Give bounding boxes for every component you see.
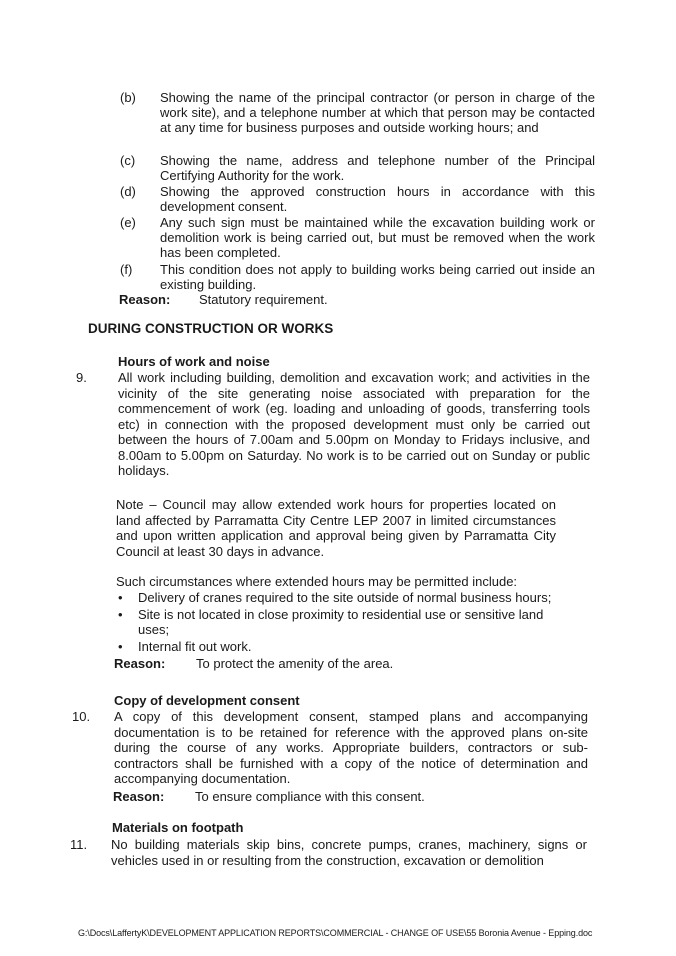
sub-item-text: Showing the name of the principal contractor (or person in charge of the work site), and a telephone number at which that person may be contacted at any time for business purposes and outside working hours; and xyxy=(160,90,595,135)
sub-item-marker: (e) xyxy=(120,215,136,230)
reason-label: Reason: xyxy=(114,656,166,671)
sub-item-text: Showing the approved construction hours in accordance with this development consent. xyxy=(160,184,595,214)
condition-title: Materials on footpath xyxy=(112,820,244,835)
condition-number: 10. xyxy=(72,709,91,724)
sub-item-b xyxy=(120,90,595,135)
condition-body: All work including building, demolition and excavation work; and activities in the vicinity of the site generating noise associated with preparation for the commencement of work (eg. loading and unloading of goods, transferring tools etc) in connection with the proposed development must only be carried out between the hours of 7.00am and 5.00pm on Monday to Fridays inclusive, and 8.00am to 5.00pm on Saturday. No work is to be carried out on Sunday or public holidays. xyxy=(118,370,590,478)
bullet-dot: • xyxy=(118,607,123,622)
bullet-text: Delivery of cranes required to the site outside of normal business hours; xyxy=(138,590,552,605)
bullet-text: Site is not located in close proximity to residential use or sensitive land uses; xyxy=(138,607,544,637)
sub-item-text: Any such sign must be maintained while the excavation building work or demolition work is being carried out, but must be removed when the work has been completed. xyxy=(160,215,595,260)
condition-title: Copy of development consent xyxy=(114,693,300,708)
sub-item-text: This condition does not apply to building works being carried out inside an existing building. xyxy=(160,262,595,292)
reason-line xyxy=(114,656,393,671)
document-footer-path: G:\Docs\LaffertyK\DEVELOPMENT APPLICATION REPORTS\COMMERCIAL - CHANGE OF USE\55 Boronia Avenue - Epping.doc xyxy=(78,928,593,938)
reason-line xyxy=(113,789,425,804)
condition-number: 11. xyxy=(70,837,88,852)
reason-text: To ensure compliance with this consent. xyxy=(195,789,425,804)
sub-item-d xyxy=(120,184,595,214)
sub-item-text: Showing the name, address and telephone number of the Principal Certifying Authority for the work. xyxy=(160,153,595,183)
bullet-dot: • xyxy=(118,590,123,605)
sub-item-f xyxy=(120,262,595,292)
reason-label: Reason: xyxy=(113,789,165,804)
condition-note: Note – Council may allow extended work hours for properties located on land affected by Parramatta City Centre LEP 2007 in limited circumstances and upon written application and approval being given by Parramatta City Council at least 30 days in advance. xyxy=(116,497,556,559)
circumstances-intro: Such circumstances where extended hours may be permitted include: xyxy=(116,574,518,589)
reason-text: Statutory requirement. xyxy=(199,292,328,307)
bullet-dot: • xyxy=(118,639,123,654)
condition-body: No building materials skip bins, concrete pumps, cranes, machinery, signs or vehicles used in or resulting from the construction, excavation or demolition xyxy=(111,837,587,868)
reason-label: Reason: xyxy=(119,292,171,307)
bullet-text: Internal fit out work. xyxy=(138,639,252,654)
section-heading: DURING CONSTRUCTION OR WORKS xyxy=(88,321,334,336)
reason-text: To protect the amenity of the area. xyxy=(196,656,394,671)
sub-item-marker: (d) xyxy=(120,184,136,199)
bullet-item xyxy=(118,639,588,654)
sub-item-e xyxy=(120,215,595,260)
bullet-item xyxy=(118,590,588,605)
sub-item-c xyxy=(120,153,595,183)
sub-item-marker: (f) xyxy=(120,262,133,277)
reason-line xyxy=(119,292,328,307)
condition-body: A copy of this development consent, stamped plans and accompanying documentation is to be retained for reference with the approved plans on-site during the course of any works. Appropriate builders, contractors or sub-contractors shall be furnished with a copy of the notice of determination and accompanying documentation. xyxy=(114,709,588,786)
condition-title: Hours of work and noise xyxy=(118,354,270,369)
sub-item-marker: (b) xyxy=(120,90,136,105)
sub-item-marker: (c) xyxy=(120,153,136,168)
bullet-item xyxy=(118,607,568,637)
condition-number: 9. xyxy=(76,370,87,385)
